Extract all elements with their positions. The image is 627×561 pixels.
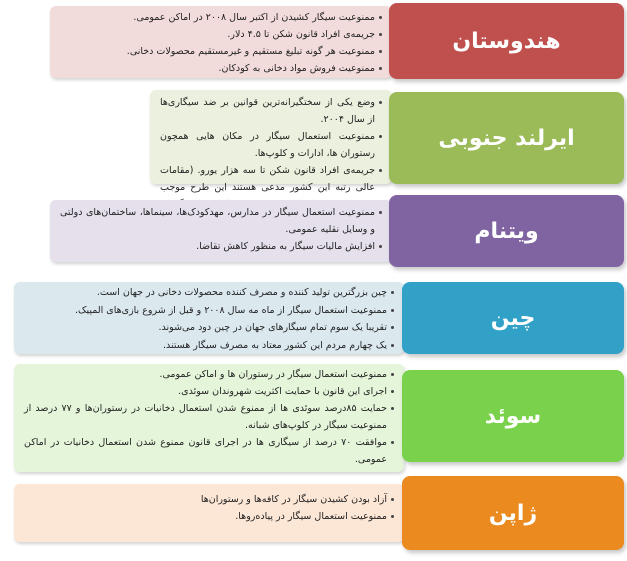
card-india-text-box bbox=[50, 6, 392, 78]
card-sweden-bullets bbox=[24, 366, 394, 468]
card-china-bullets bbox=[24, 284, 394, 354]
card-sweden-text-box bbox=[14, 364, 404, 472]
list-item: ممنوعیت استعمال سیگار در پیاده‌روها. bbox=[24, 508, 394, 525]
list-item: چین بزرگترین تولید کننده و مصرف کننده محصولات دخانی در جهان است. bbox=[24, 284, 394, 302]
card-japan-text-box bbox=[14, 484, 404, 542]
list-item: آزاد بودن کشیدن سیگار در کافه‌ها و رستوران‌ها bbox=[24, 491, 394, 508]
card-ireland-title: ایرلند جنوبی bbox=[389, 92, 624, 184]
card-vietnam-title: ویتنام bbox=[389, 195, 624, 267]
list-item: ممنوعیت فروش مواد دخانی به کودکان. bbox=[60, 60, 382, 77]
list-item: ممنوعیت استعمال سیگار در مدارس، مهدکودک‌ها، سینماها، ساختمان‌های دولتی و وسایل نقلیه عمومی. bbox=[60, 204, 382, 238]
card-vietnam-bullets bbox=[60, 204, 382, 255]
list-item: یک چهارم مردم این کشور معتاد به مصرف سیگار هستند. bbox=[24, 337, 394, 355]
list-item: جریمه‌ی افراد قانون شکن تا ۴.۵ دلار. bbox=[60, 26, 382, 43]
card-india-bullets bbox=[60, 9, 382, 77]
list-item: افزایش مالیات سیگار به منظور کاهش تقاضا. bbox=[60, 238, 382, 255]
card-china-title: چین bbox=[402, 282, 624, 354]
card-china-text-box bbox=[14, 282, 404, 354]
list-item: ممنوعیت سیگار کشیدن از اکتبر سال ۲۰۰۸ در اماکن عمومی. bbox=[60, 9, 382, 26]
card-japan-bullets bbox=[24, 491, 394, 525]
card-ireland-text-box bbox=[150, 90, 392, 193]
list-item: حمایت ۸۵درصد سوئدی ها از ممنوع شدن استعمال دخانیات در رستوران‌ها و ۷۷ درصد از ممنوعیت سیگار در کلوپ‌های شبانه. bbox=[24, 400, 394, 434]
list-item: ممنوعیت استعمال سیگار در مکان هایی همچون رستوران ها، ادارات و کلوپ‌ها. bbox=[160, 128, 382, 162]
list-item: موافقت ۷۰ درصد از سیگاری ها در اجرای قانون ممنوع شدن استعمال دخانیات در اماکن عمومی. bbox=[24, 434, 394, 468]
card-japan-title: ژاپن bbox=[402, 476, 624, 550]
card-india-title: هندوستان bbox=[389, 3, 624, 79]
list-item: ممنوعیت هر گونه تبلیغ مستقیم و غیرمستقیم محصولات دخانی. bbox=[60, 43, 382, 60]
card-sweden-title: سوئد bbox=[402, 370, 624, 462]
list-item: تقریبا یک سوم تمام سیگارهای جهان در چین دود می‌شوند. bbox=[24, 319, 394, 337]
card-vietnam-text-box bbox=[50, 200, 392, 262]
list-item: وضع یکی از سختگیرانه‌ترین قوانین بر ضد سیگاری‌ها از سال ۲۰۰۴. bbox=[160, 94, 382, 128]
list-item: اجرای این قانون با حمایت اکثریت شهروندان سوئدی. bbox=[24, 383, 394, 400]
list-item: جریمه‌ی افراد قانون شکن تا سه هزار یورو. (مقامات عالی رتبه این کشور مدعی هستند این طرح موجب bbox=[160, 162, 382, 230]
list-item: ممنوعیت استعمال سیگار از ماه مه سال ۲۰۰۸ و قبل از شروع بازی‌های المپیک. bbox=[24, 302, 394, 320]
list-item: ممنوعیت استعمال سیگار در رستوران ها و اماکن عمومی. bbox=[24, 366, 394, 383]
